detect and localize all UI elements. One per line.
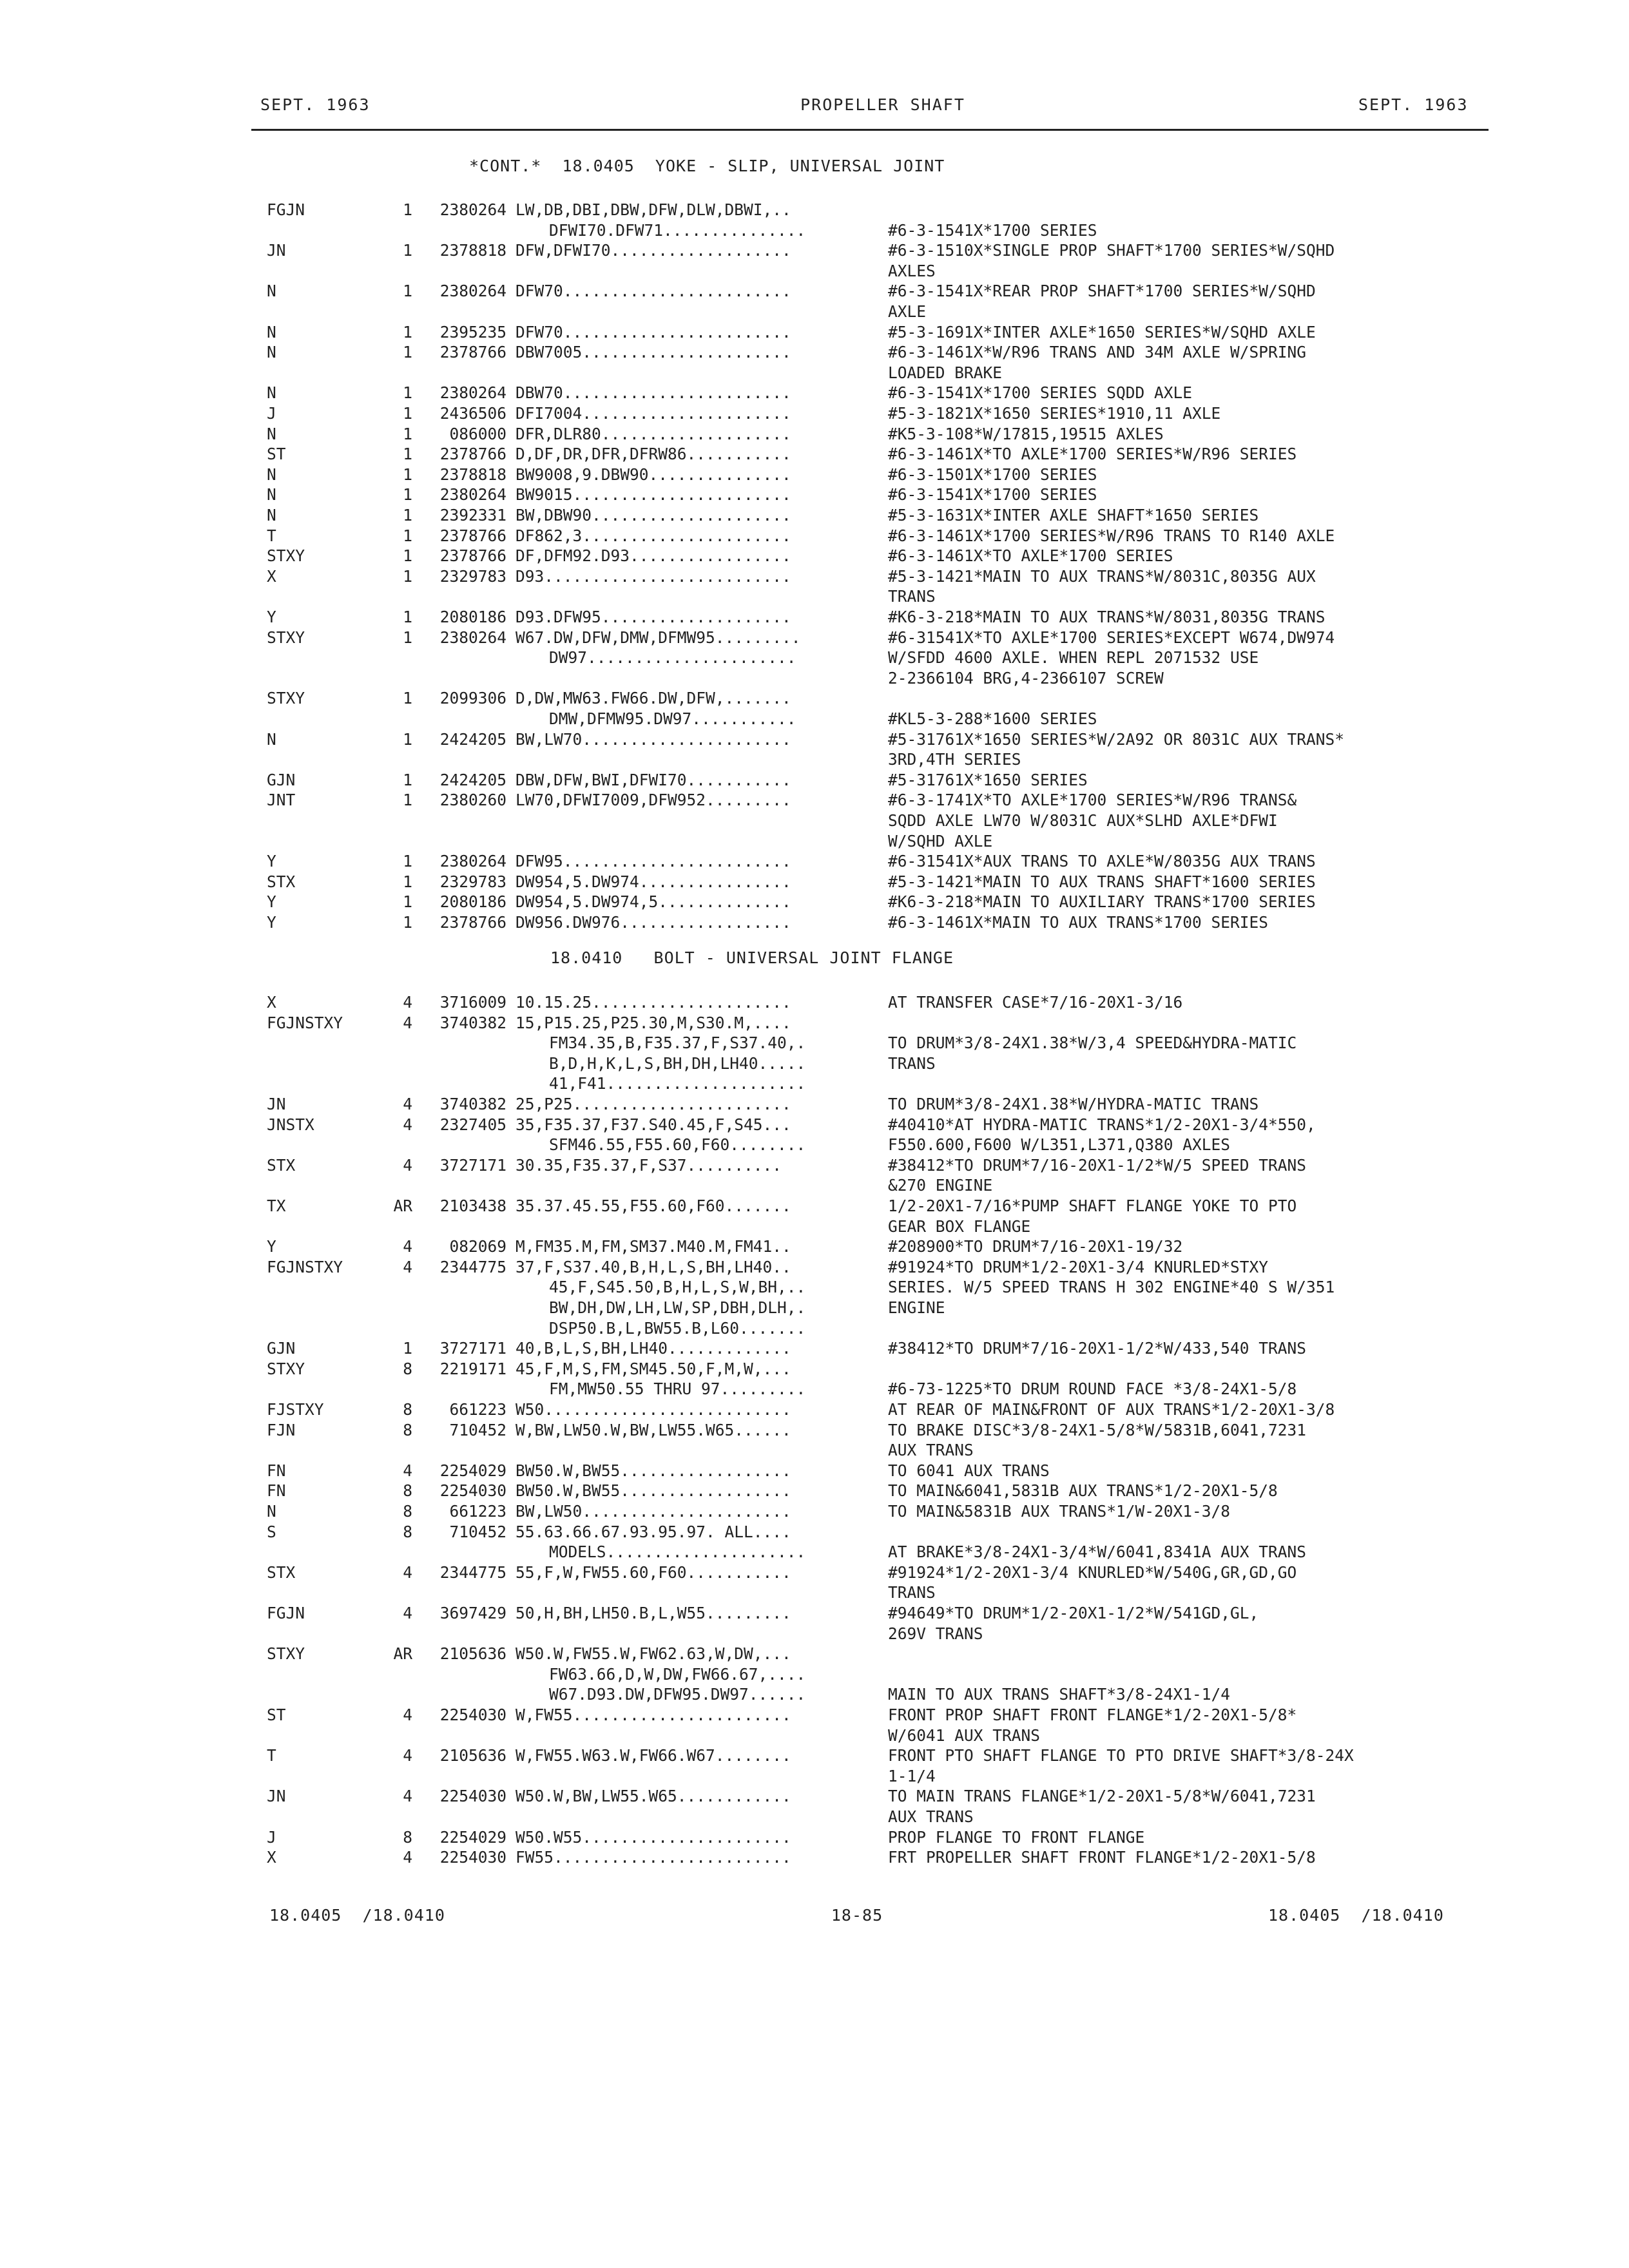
models: BW50.W,BW55..................	[516, 1461, 791, 1480]
part-number: 2424205	[439, 729, 506, 749]
models-continued: DFWI70.DFW71...............	[549, 220, 806, 240]
description: MAIN TO AUX TRANS SHAFT*3/8-24X1-1/4	[888, 1685, 1231, 1704]
description: #91924*1/2-20X1-3/4 KNURLED*W/540G,GR,GD,GO	[888, 1562, 1297, 1582]
models: BW,LW50......................	[516, 1502, 791, 1521]
models: W67.DW,DFW,DMW,DFMW95.........	[516, 628, 801, 647]
description: 269V TRANS	[888, 1624, 983, 1643]
quantity: 4	[403, 1257, 412, 1276]
quantity: 4	[403, 1095, 412, 1113]
description: #208900*TO DRUM*7/16-20X1-19/32	[888, 1237, 1183, 1256]
part-code: T	[267, 526, 276, 545]
models-continued: 45,F,S45.50,B,H,L,S,W,BH,..	[549, 1278, 806, 1297]
part-code: ST	[267, 445, 286, 464]
part-code: STXY	[267, 628, 305, 647]
part-number: 2099306	[439, 689, 506, 708]
description: FRT PROPELLER SHAFT FRONT FLANGE*1/2-20X1-5/8	[888, 1848, 1316, 1867]
description: LOADED BRAKE	[888, 363, 1003, 382]
quantity: 1	[403, 322, 412, 341]
quantity: 1	[403, 892, 412, 912]
part-code: Y	[267, 852, 276, 871]
models: DF,DFM92.D93.................	[516, 546, 791, 566]
part-code: Y	[267, 892, 276, 912]
models: 35,F35.37,F37.S40.45,F,S45...	[516, 1115, 791, 1134]
description: #6-3-1510X*SINGLE PROP SHAFT*1700 SERIES*W/SQHD	[888, 241, 1335, 260]
models: DW954,5.DW974................	[516, 872, 791, 891]
section-title-yoke: *CONT.* 18.0405 YOKE - SLIP, UNIVERSAL JOINT	[469, 157, 945, 175]
description: #6-3-1541X*1700 SERIES	[888, 485, 1097, 505]
description: W/SQHD AXLE	[888, 831, 993, 850]
part-number: 3716009	[439, 993, 506, 1012]
part-code: STXY	[267, 1359, 305, 1378]
models-continued: MODELS.....................	[549, 1542, 806, 1562]
quantity: 4	[403, 993, 412, 1012]
description: AXLES	[888, 261, 936, 280]
part-code: N	[267, 729, 276, 749]
description: #5-3-1821X*1650 SERIES*1910,11 AXLE	[888, 404, 1221, 423]
quantity: AR	[393, 1644, 412, 1664]
models: 50,H,BH,LH50.B,L,W55.........	[516, 1604, 791, 1622]
part-code: FN	[267, 1481, 286, 1501]
part-number: 2105636	[439, 1746, 506, 1765]
description: 1-1/4	[888, 1766, 936, 1785]
description: TO 6041 AUX TRANS	[888, 1461, 1050, 1480]
description: SQDD AXLE LW70 W/8031C AUX*SLHD AXLE*DFWI	[888, 811, 1278, 830]
part-code: N	[267, 282, 276, 301]
part-code: STXY	[267, 1644, 305, 1664]
description: #6-3-1541X*1700 SERIES SQDD AXLE	[888, 383, 1193, 403]
part-number: 2254029	[439, 1461, 506, 1480]
description: TO BRAKE DISC*3/8-24X1-5/8*W/5831B,6041,7231	[888, 1420, 1307, 1439]
quantity: 1	[403, 465, 412, 484]
part-code: STXY	[267, 689, 305, 708]
part-code: JNSTX	[267, 1115, 314, 1134]
description: #40410*AT HYDRA-MATIC TRANS*1/2-20X1-3/4*550,	[888, 1115, 1316, 1134]
part-code: STXY	[267, 546, 305, 566]
part-number: 2378766	[439, 913, 506, 932]
models: W,BW,LW50.W,BW,LW55.W65......	[516, 1420, 791, 1439]
description: #K5-3-108*W/17815,19515 AXLES	[888, 424, 1164, 443]
part-code: X	[267, 1848, 276, 1867]
models: DW956.DW976..................	[516, 913, 791, 932]
part-number: 2378766	[439, 445, 506, 464]
quantity: 1	[403, 791, 412, 810]
description: #KL5-3-288*1600 SERIES	[888, 709, 1097, 728]
description: #91924*TO DRUM*1/2-20X1-3/4 KNURLED*STXY	[888, 1257, 1269, 1276]
part-code: FGJNSTXY	[267, 1257, 343, 1276]
quantity: 8	[403, 1522, 412, 1541]
part-number: 2327405	[439, 1115, 506, 1134]
description: #5-3-1421*MAIN TO AUX TRANS*W/8031C,8035G AUX	[888, 566, 1316, 586]
part-code: J	[267, 404, 276, 423]
part-number: 2380264	[439, 282, 506, 301]
header-rule	[251, 129, 1489, 131]
description: #6-3-1541X*1700 SERIES	[888, 220, 1097, 240]
part-number: 2344775	[439, 1562, 506, 1582]
part-number: 2378766	[439, 343, 506, 362]
part-code: S	[267, 1522, 276, 1541]
part-code: STX	[267, 872, 296, 891]
part-number: 2424205	[439, 770, 506, 789]
part-number: 2380260	[439, 791, 506, 810]
part-number: 2254030	[439, 1706, 506, 1724]
header-title: PROPELLER SHAFT	[800, 95, 965, 114]
description: #6-31541X*AUX TRANS TO AXLE*W/8035G AUX TRANS	[888, 852, 1316, 871]
description: #K6-3-218*MAIN TO AUX TRANS*W/8031,8035G TRANS	[888, 608, 1325, 626]
models: DFW,DFWI70...................	[516, 241, 791, 260]
models: W50.W,FW55.W,FW62.63,W,DW,...	[516, 1644, 791, 1664]
part-number: 082069	[449, 1237, 506, 1256]
models: D93..........................	[516, 566, 791, 586]
part-code: N	[267, 343, 276, 362]
models: W,FW55.......................	[516, 1706, 791, 1724]
quantity: 1	[403, 282, 412, 301]
quantity: 1	[403, 383, 412, 403]
description: 3RD,4TH SERIES	[888, 750, 1021, 769]
quantity: 1	[403, 445, 412, 464]
part-number: 3740382	[439, 1095, 506, 1113]
footer-left-ref: 18.0405 /18.0410	[269, 1906, 445, 1925]
description: PROP FLANGE TO FRONT FLANGE	[888, 1827, 1145, 1847]
models: BW9015.......................	[516, 485, 791, 505]
description: TO MAIN&5831B AUX TRANS*1/W-20X1-3/8	[888, 1502, 1231, 1521]
description: AUX TRANS	[888, 1441, 974, 1460]
quantity: 1	[403, 852, 412, 871]
models-continued: DSP50.B,L,BW55.B,L60.......	[549, 1318, 806, 1338]
part-code: JN	[267, 241, 286, 260]
part-number: 661223	[449, 1502, 506, 1521]
description: #6-31541X*TO AXLE*1700 SERIES*EXCEPT W674,DW974	[888, 628, 1335, 647]
part-number: 2254030	[439, 1787, 506, 1806]
models-continued: DW97......................	[549, 648, 796, 668]
description: #6-3-1541X*REAR PROP SHAFT*1700 SERIES*W/SQHD	[888, 282, 1316, 301]
quantity: 1	[403, 1339, 412, 1358]
part-number: 3740382	[439, 1013, 506, 1032]
models: DFW70........................	[516, 282, 791, 301]
part-number: 710452	[449, 1420, 506, 1439]
description: TO DRUM*3/8-24X1.38*W/3,4 SPEED&HYDRA-MATIC	[888, 1033, 1297, 1053]
quantity: 8	[403, 1359, 412, 1378]
models: BW,DBW90.....................	[516, 506, 791, 524]
part-number: 661223	[449, 1400, 506, 1419]
part-number: 2080186	[439, 892, 506, 912]
quantity: 8	[403, 1420, 412, 1439]
models-continued: 41,F41.....................	[549, 1074, 806, 1093]
part-number: 2254030	[439, 1481, 506, 1501]
description: W/SFDD 4600 AXLE. WHEN REPL 2071532 USE	[888, 648, 1259, 668]
part-code: N	[267, 1502, 276, 1521]
part-number: 2378818	[439, 241, 506, 260]
part-number: 2380264	[439, 383, 506, 403]
models: DBW,DFW,BWI,DFWI70...........	[516, 770, 791, 789]
models: D93.DFW95....................	[516, 608, 791, 626]
models: DFW70........................	[516, 322, 791, 341]
description: ENGINE	[888, 1298, 945, 1317]
part-number: 2380264	[439, 200, 506, 219]
description: #38412*TO DRUM*7/16-20X1-1/2*W/5 SPEED TRANS	[888, 1155, 1307, 1175]
part-code: FJSTXY	[267, 1400, 324, 1419]
part-code: FGJNSTXY	[267, 1013, 343, 1032]
models: DF862,3......................	[516, 526, 791, 545]
quantity: 8	[403, 1827, 412, 1847]
models: 30.35,F35.37,F,S37..........	[516, 1155, 782, 1175]
models: 45,F,M,S,FM,SM45.50,F,M,W,...	[516, 1359, 791, 1378]
part-code: Y	[267, 1237, 276, 1256]
part-number: 2378766	[439, 526, 506, 545]
footer-right-ref: 18.0405 /18.0410	[1268, 1906, 1444, 1925]
part-number: 2219171	[439, 1359, 506, 1378]
part-code: FJN	[267, 1420, 296, 1439]
header-right-date: SEPT. 1963	[1358, 95, 1469, 114]
models: W50.W55......................	[516, 1827, 791, 1847]
part-number: 2329783	[439, 566, 506, 586]
part-code: STX	[267, 1562, 296, 1582]
quantity: 4	[403, 1787, 412, 1806]
description: #K6-3-218*MAIN TO AUXILIARY TRANS*1700 SERIES	[888, 892, 1316, 912]
part-number: 3727171	[439, 1155, 506, 1175]
part-code: FN	[267, 1461, 286, 1480]
part-code: N	[267, 485, 276, 505]
quantity: 1	[403, 546, 412, 566]
description: TRANS	[888, 1583, 936, 1602]
models-continued: B,D,H,K,L,S,BH,DH,LH40.....	[549, 1053, 806, 1073]
description: #6-3-1461X*1700 SERIES*W/R96 TRANS TO R140 AXLE	[888, 526, 1335, 545]
part-number: 2395235	[439, 322, 506, 341]
description: #6-73-1225*TO DRUM ROUND FACE *3/8-24X1-5/8	[888, 1379, 1297, 1399]
part-number: 2254029	[439, 1827, 506, 1847]
part-number: 3727171	[439, 1339, 506, 1358]
quantity: 1	[403, 628, 412, 647]
part-code: Y	[267, 608, 276, 626]
description: TRANS	[888, 587, 936, 606]
part-number: 710452	[449, 1522, 506, 1541]
quantity: 4	[403, 1115, 412, 1134]
quantity: 4	[403, 1013, 412, 1032]
part-code: GJN	[267, 1339, 296, 1358]
models: 35.37.45.55,F55.60,F60.......	[516, 1196, 791, 1215]
description: #6-3-1461X*W/R96 TRANS AND 34M AXLE W/SPRING	[888, 343, 1307, 362]
quantity: AR	[393, 1196, 412, 1215]
quantity: 1	[403, 689, 412, 708]
part-number: 2380264	[439, 628, 506, 647]
part-code: N	[267, 506, 276, 524]
description: #5-3-1421*MAIN TO AUX TRANS SHAFT*1600 SERIES	[888, 872, 1316, 891]
description: AXLE	[888, 302, 927, 321]
quantity: 1	[403, 485, 412, 505]
part-code: JNT	[267, 791, 296, 810]
description: #5-31761X*1650 SERIES*W/2A92 OR 8031C AUX TRANS*	[888, 729, 1345, 749]
part-number: 2080186	[439, 608, 506, 626]
description: 2-2366104 BRG,4-2366107 SCREW	[888, 668, 1164, 687]
quantity: 8	[403, 1481, 412, 1501]
part-code: N	[267, 322, 276, 341]
models-continued: FW63.66,D,W,DW,FW66.67,....	[549, 1664, 806, 1684]
models: W50..........................	[516, 1400, 791, 1419]
quantity: 4	[403, 1461, 412, 1480]
description: #6-3-1461X*MAIN TO AUX TRANS*1700 SERIES	[888, 913, 1269, 932]
description: TO DRUM*3/8-24X1.38*W/HYDRA-MATIC TRANS	[888, 1095, 1259, 1113]
description: #6-3-1461X*TO AXLE*1700 SERIES	[888, 546, 1173, 566]
part-number: 2105636	[439, 1644, 506, 1664]
part-number: 2344775	[439, 1257, 506, 1276]
description: #94649*TO DRUM*1/2-20X1-1/2*W/541GD,GL,	[888, 1604, 1259, 1622]
quantity: 1	[403, 424, 412, 443]
description: F550.600,F600 W/L351,L371,Q380 AXLES	[888, 1135, 1231, 1155]
description: #5-3-1631X*INTER AXLE SHAFT*1650 SERIES	[888, 506, 1259, 524]
quantity: 8	[403, 1400, 412, 1419]
models: BW9008,9.DBW90...............	[516, 465, 791, 484]
description: 1/2-20X1-7/16*PUMP SHAFT FLANGE YOKE TO PTO	[888, 1196, 1297, 1215]
description: SERIES. W/5 SPEED TRANS H 302 ENGINE*40 S W/351	[888, 1278, 1335, 1297]
part-code: N	[267, 424, 276, 443]
quantity: 4	[403, 1848, 412, 1867]
description: TRANS	[888, 1053, 936, 1073]
description: #6-3-1461X*TO AXLE*1700 SERIES*W/R96 SERIES	[888, 445, 1297, 464]
part-number: 086000	[449, 424, 506, 443]
models: M,FM35.M,FM,SM37.M40.M,FM41..	[516, 1237, 791, 1256]
models: 55.63.66.67.93.95.97. ALL....	[516, 1522, 791, 1541]
quantity: 4	[403, 1562, 412, 1582]
page-number: 18-85	[831, 1906, 883, 1925]
models: DBW7005......................	[516, 343, 791, 362]
quantity: 4	[403, 1706, 412, 1724]
models: 55,F,W,FW55.60,F60...........	[516, 1562, 791, 1582]
models: LW,DB,DBI,DBW,DFW,DLW,DBWI,..	[516, 200, 791, 219]
description: AT REAR OF MAIN&FRONT OF AUX TRANS*1/2-20X1-3/8	[888, 1400, 1335, 1419]
description: #38412*TO DRUM*7/16-20X1-1/2*W/433,540 TRANS	[888, 1339, 1307, 1358]
part-code: N	[267, 465, 276, 484]
part-code: STX	[267, 1155, 296, 1175]
description: #6-3-1741X*TO AXLE*1700 SERIES*W/R96 TRANS&	[888, 791, 1297, 810]
section-title-bolt: 18.0410 BOLT - UNIVERSAL JOINT FLANGE	[550, 948, 954, 967]
description: &270 ENGINE	[888, 1176, 993, 1195]
part-code: J	[267, 1827, 276, 1847]
part-code: X	[267, 566, 276, 586]
description: FRONT PTO SHAFT FLANGE TO PTO DRIVE SHAFT*3/8-24X	[888, 1746, 1354, 1765]
models: W,FW55.W63.W,FW66.W67........	[516, 1746, 791, 1765]
part-code: JN	[267, 1787, 286, 1806]
quantity: 4	[403, 1604, 412, 1622]
part-number: 2436506	[439, 404, 506, 423]
models-continued: SFM46.55,F55.60,F60........	[549, 1135, 806, 1155]
part-code: X	[267, 993, 276, 1012]
part-number: 2103438	[439, 1196, 506, 1215]
quantity: 4	[403, 1237, 412, 1256]
quantity: 8	[403, 1502, 412, 1521]
header-left-date: SEPT. 1963	[260, 95, 371, 114]
description: AT BRAKE*3/8-24X1-3/4*W/6041,8341A AUX TRANS	[888, 1542, 1307, 1562]
description: AUX TRANS	[888, 1807, 974, 1826]
part-number: 2254030	[439, 1848, 506, 1867]
models: 10.15.25.....................	[516, 993, 791, 1012]
models-continued: FM34.35,B,F35.37,F,S37.40,.	[549, 1033, 806, 1053]
models: D,DF,DR,DFR,DFRW86...........	[516, 445, 791, 464]
part-number: 2380264	[439, 485, 506, 505]
quantity: 4	[403, 1746, 412, 1765]
part-code: JN	[267, 1095, 286, 1113]
quantity: 1	[403, 404, 412, 423]
part-number: 2378818	[439, 465, 506, 484]
models-continued: FM,MW50.55 THRU 97.........	[549, 1379, 806, 1399]
part-code: GJN	[267, 770, 296, 789]
part-code: ST	[267, 1706, 286, 1724]
part-number: 2378766	[439, 546, 506, 566]
part-code: TX	[267, 1196, 286, 1215]
quantity: 1	[403, 913, 412, 932]
models: 15,P15.25,P25.30,M,S30.M,....	[516, 1013, 791, 1032]
part-code: FGJN	[267, 1604, 305, 1622]
quantity: 1	[403, 200, 412, 219]
description: #5-3-1691X*INTER AXLE*1650 SERIES*W/SQHD AXLE	[888, 322, 1316, 341]
description: TO MAIN TRANS FLANGE*1/2-20X1-5/8*W/6041,7231	[888, 1787, 1316, 1806]
models: BW50.W,BW55..................	[516, 1481, 791, 1501]
description: #5-31761X*1650 SERIES	[888, 770, 1088, 789]
part-number: 2329783	[439, 872, 506, 891]
quantity: 1	[403, 241, 412, 260]
quantity: 1	[403, 566, 412, 586]
part-code: N	[267, 383, 276, 403]
models: DFI7004......................	[516, 404, 791, 423]
quantity: 1	[403, 872, 412, 891]
part-code: T	[267, 1746, 276, 1765]
part-code: Y	[267, 913, 276, 932]
part-code: FGJN	[267, 200, 305, 219]
description: GEAR BOX FLANGE	[888, 1216, 1031, 1236]
models: 25,P25.......................	[516, 1095, 791, 1113]
models: DBW70........................	[516, 383, 791, 403]
quantity: 1	[403, 608, 412, 626]
description: W/6041 AUX TRANS	[888, 1725, 1041, 1745]
description: #6-3-1501X*1700 SERIES	[888, 465, 1097, 484]
models: DW954,5.DW974,5..............	[516, 892, 791, 912]
part-number: 2380264	[439, 852, 506, 871]
quantity: 1	[403, 526, 412, 545]
quantity: 1	[403, 506, 412, 524]
quantity: 1	[403, 343, 412, 362]
quantity: 1	[403, 770, 412, 789]
description: AT TRANSFER CASE*7/16-20X1-3/16	[888, 993, 1183, 1012]
models: DFR,DLR80....................	[516, 424, 791, 443]
models-continued: BW,DH,DW,LH,LW,SP,DBH,DLH,.	[549, 1298, 806, 1317]
quantity: 4	[403, 1155, 412, 1175]
models-continued: W67.D93.DW,DFW95.DW97......	[549, 1685, 806, 1704]
models-continued: DMW,DFMW95.DW97...........	[549, 709, 796, 728]
models: BW,LW70......................	[516, 729, 791, 749]
models: 40,B,L,S,BH,LH40.............	[516, 1339, 791, 1358]
models: DFW95........................	[516, 852, 791, 871]
description: FRONT PROP SHAFT FRONT FLANGE*1/2-20X1-5/8*	[888, 1706, 1297, 1724]
models: W50.W,BW,LW55.W65............	[516, 1787, 791, 1806]
part-number: 3697429	[439, 1604, 506, 1622]
part-number: 2392331	[439, 506, 506, 524]
models: D,DW,MW63.FW66.DW,DFW,.......	[516, 689, 791, 708]
models: LW70,DFWI7009,DFW952.........	[516, 791, 791, 810]
quantity: 1	[403, 729, 412, 749]
description: TO MAIN&6041,5831B AUX TRANS*1/2-20X1-5/8	[888, 1481, 1278, 1501]
models: FW55.........................	[516, 1848, 791, 1867]
models: 37,F,S37.40,B,H,L,S,BH,LH40..	[516, 1257, 791, 1276]
